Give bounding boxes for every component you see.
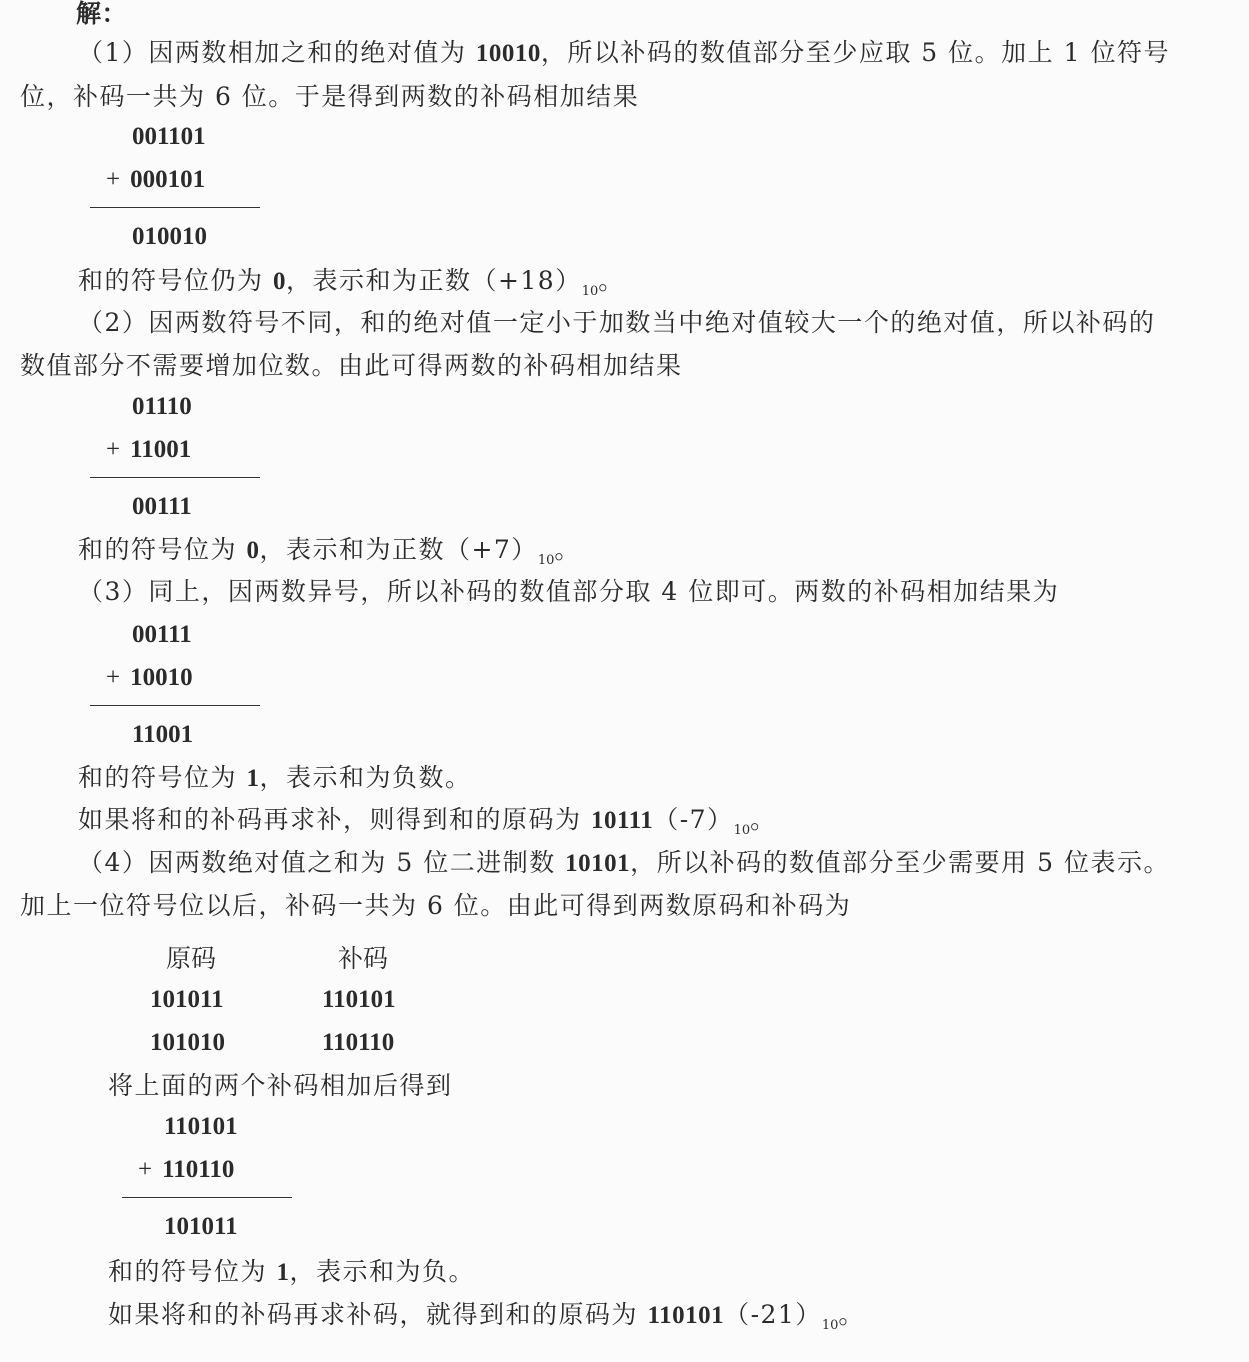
part4-sum: 101011 (164, 1213, 238, 1240)
part3-result-rest: ，表示和为负数。 (259, 763, 472, 792)
part2-sum: 00111 (132, 493, 192, 520)
col-header-complement-code: 补码 (338, 944, 389, 973)
part2-addend2-row (106, 435, 191, 465)
radix-subscript: 10 (537, 553, 555, 568)
part1-result-value: ，表示和为正数（+18） (285, 266, 582, 295)
part4-line1-rest: ，所以补码的数值部分至少需要用 5 位表示。 (630, 848, 1170, 877)
part1-result (78, 266, 625, 307)
sum-rule (90, 477, 260, 478)
part2-line2: 数值部分不需要增加位数。由此可得两数的补码相加结果 (20, 351, 683, 380)
part1-line1-rest: ，所以补码的数值部分至少应取 5 位。加上 1 位符号 (540, 38, 1170, 67)
sum-rule (122, 1197, 292, 1198)
sum-rule (90, 705, 260, 706)
part3-original (78, 805, 777, 846)
part3-result-bit: 1 (246, 765, 260, 792)
part3-original-text: 如果将和的补码再求补，则得到和的原码为 (78, 805, 591, 834)
part4-addend1: 110101 (164, 1113, 238, 1140)
col-header-original-code: 原码 (166, 944, 217, 973)
part4-line1-text: （4）因两数绝对值之和为 5 位二进制数 (78, 848, 566, 877)
solution-heading: 解： (76, 1, 128, 28)
part2-line1: （2）因两数符号不同，和的绝对值一定小于加数当中绝对值较大一个的绝对值，所以补码的 (78, 308, 1156, 337)
part4-result-bit: 1 (276, 1259, 290, 1286)
part1-line1-text: （1）因两数相加之和的绝对值为 (78, 38, 476, 67)
period: 。 (598, 266, 625, 295)
part4-addend2-row (138, 1155, 234, 1185)
part3-original-value: 10111 (590, 807, 654, 834)
part4-original-value: 110101 (647, 1302, 725, 1329)
period: 。 (750, 805, 777, 834)
radix-subscript: 10 (581, 284, 599, 299)
part1-line1-value: 10010 (475, 40, 541, 67)
period: 。 (554, 535, 581, 564)
sum-rule (90, 207, 260, 208)
part1-addend1: 001101 (132, 123, 206, 150)
part2-addend2: 11001 (130, 436, 192, 463)
part3-addend2-row (106, 663, 193, 693)
part3-original-decimal: （-7） (653, 805, 734, 834)
part4-original (108, 1300, 865, 1341)
part4-addend2: 110110 (162, 1156, 235, 1183)
period: 。 (838, 1300, 865, 1329)
part1-result-bit: 0 (272, 268, 286, 295)
part1-result-text: 和的符号位仍为 (78, 266, 273, 295)
radix-subscript: 10 (733, 823, 751, 838)
part1-sum: 010010 (132, 223, 207, 250)
plus-sign: + (138, 1156, 153, 1183)
plus-sign: + (106, 436, 121, 463)
part4-add-intro: 将上面的两个补码相加后得到 (108, 1071, 453, 1100)
part3-addend1: 00111 (132, 621, 192, 648)
part3-line1: （3）同上，因两数异号，所以补码的数值部分取 4 位即可。两数的补码相加结果为 (78, 577, 1060, 606)
plus-sign: + (106, 166, 121, 193)
part1-line2: 位，补码一共为 6 位。于是得到两数的补码相加结果 (20, 82, 640, 111)
part4-original-text: 如果将和的补码再求补码，就得到和的原码为 (108, 1300, 648, 1329)
part2-result-value: ，表示和为正数（+7） (259, 535, 538, 564)
part4-original-decimal: （-21） (724, 1300, 822, 1329)
part3-sum: 11001 (132, 721, 194, 748)
part1-addend2-row (106, 165, 205, 195)
row1-complement-code: 110101 (322, 986, 396, 1013)
part4-result-text: 和的符号位为 (108, 1257, 277, 1286)
row2-original-code: 101010 (150, 1029, 225, 1056)
part4-line2: 加上一位符号位以后，补码一共为 6 位。由此可得到两数原码和补码为 (20, 891, 852, 920)
radix-subscript: 10 (821, 1318, 839, 1333)
row1-original-code: 101011 (150, 986, 224, 1013)
part4-line1 (78, 848, 1170, 879)
part4-result-rest: ，表示和为负。 (289, 1257, 475, 1286)
part2-result (78, 535, 581, 576)
part2-result-bit: 0 (246, 537, 260, 564)
part2-result-text: 和的符号位为 (78, 535, 247, 564)
part1-addend2: 000101 (130, 166, 206, 193)
plus-sign: + (106, 664, 121, 691)
part3-result-text: 和的符号位为 (78, 763, 247, 792)
row2-complement-code: 110110 (322, 1029, 395, 1056)
part2-addend1: 01110 (132, 393, 192, 420)
part3-result (78, 763, 471, 794)
part3-addend2: 10010 (130, 664, 193, 691)
part4-line1-value: 10101 (565, 850, 631, 877)
part4-result (108, 1257, 475, 1288)
part1-line1 (78, 38, 1170, 69)
